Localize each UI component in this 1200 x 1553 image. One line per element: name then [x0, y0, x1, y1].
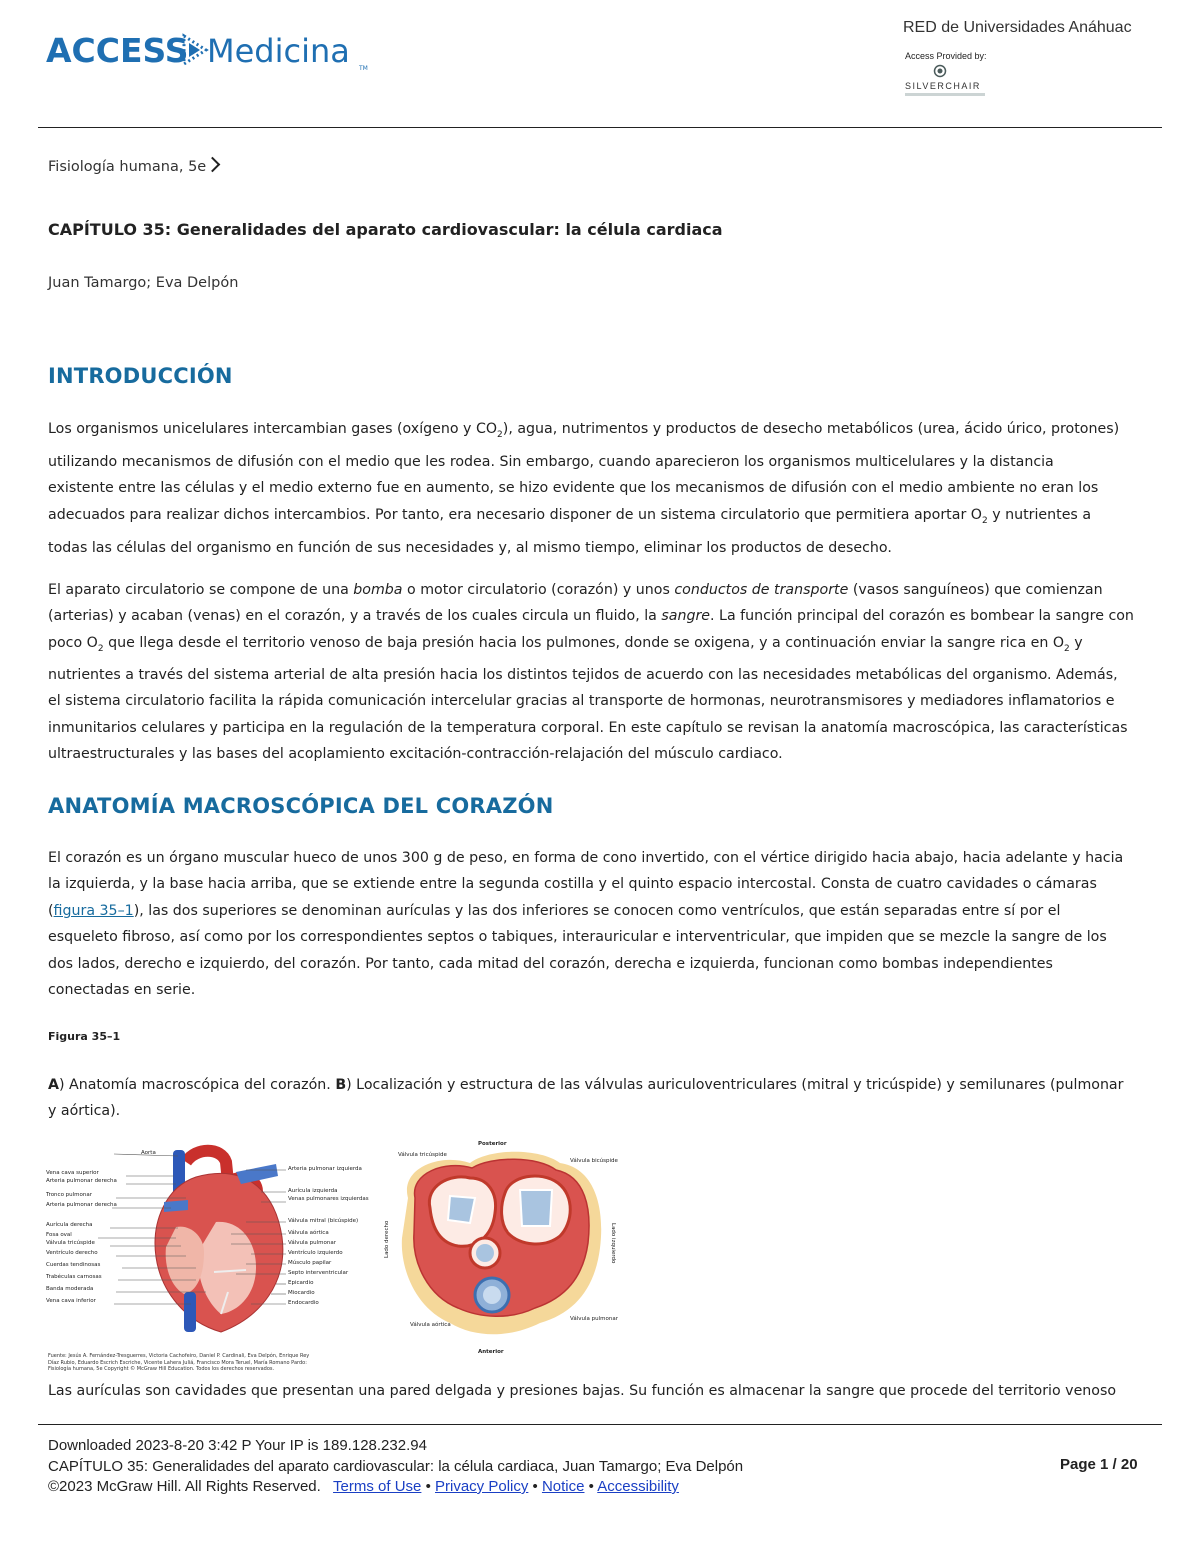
figure-a-label-left: Aurícula derecha [46, 1222, 93, 1228]
figure-a-label-right: Endocardio [288, 1300, 319, 1306]
figure-a-label-left: Banda moderada [46, 1286, 94, 1292]
chapter-title: CAPÍTULO 35: Generalidades del aparato cardiovascular: la célula cardiaca [48, 220, 723, 239]
label-aortic-valve: Válvula aórtica [410, 1322, 451, 1328]
label-tricuspid: Válvula tricúspide [398, 1152, 447, 1158]
figure-a-label-left: Válvula tricúspide [46, 1240, 95, 1246]
label-pulmonary-valve: Válvula pulmonar [570, 1316, 618, 1322]
terms-of-use-link[interactable]: Terms of Use [333, 1478, 422, 1495]
breadcrumb-book-link[interactable]: Fisiología humana, 5e [48, 159, 207, 175]
figure-a-label-right: Epicardio [288, 1280, 314, 1286]
label-posterior: Posterior [478, 1141, 507, 1147]
anatomia-paragraph-2: Las aurículas son cavidades que presentan una pared delgada y presiones bajas. Su función es almacenar la sangre que procede del territorio venoso [48, 1383, 1117, 1399]
silverchair-logo-text: SILVERCHAIR [905, 81, 981, 91]
figure-a-label-right: Válvula aórtica [288, 1230, 329, 1236]
heart-illustration [155, 1150, 283, 1332]
figure-a-label-left: Ventrículo derecho [46, 1250, 98, 1256]
figure-a-label-left: Tronco pulmonar [46, 1192, 93, 1198]
figure-a-label-right: Válvula mitral (bicúspide) [288, 1218, 359, 1224]
silverchair-logo-tagline [905, 93, 985, 96]
figure-source-credit: Fuente: Jesús A. Fernández-Tresguerres, Victoria Cachofeiro, Daniel P. Cardinali, Eva Delpón, Enrique Rey Díaz Rubio, Eduardo Escrich Escriche, Vicente Lahera Juliá, Francisco Mora Teruel, María Romano Pardo: Fisiología humana, 5e Copyright © McGraw Hill Education. Todos los derechos reservados. [48, 1353, 310, 1372]
figure-a-label-left: Cuerdas tendinosas [46, 1262, 101, 1268]
figure-a-label-right: Músculo papilar [288, 1260, 332, 1266]
copyright: ©2023 McGraw Hill. All Rights Reserved. [48, 1478, 321, 1495]
valves-illustration [402, 1152, 601, 1335]
figure-a-label-left: Trabéculas carnosas [46, 1274, 102, 1280]
figure-a-label-left: Arteria pulmonar derecha [46, 1178, 117, 1184]
figure-a-label-right: Miocardio [288, 1290, 315, 1296]
page-number: Page 1 / 20 [1060, 1456, 1138, 1473]
section-heading-introduccion: INTRODUCCIÓN [48, 364, 233, 388]
logo-tm: TM [359, 65, 368, 72]
figure-35-1-link[interactable]: figura 35–1 [53, 902, 134, 919]
silverchair-logo-icon [933, 64, 947, 78]
logo-medicina-text: Medicina [207, 32, 350, 70]
label-bicuspid: Válvula bicúspide [570, 1158, 618, 1164]
citation: CAPÍTULO 35: Generalidades del aparato cardiovascular: la célula cardiaca, Juan Tamargo; Eva Delpón [48, 1457, 744, 1475]
chevron-right-icon [205, 157, 221, 173]
accessmedicina-logo[interactable] [46, 28, 376, 74]
intro-paragraph-2: El aparato circulatorio se compone de una bomba o motor circulatorio (corazón) y unos conductos de transporte (vasos sanguíneos) que comienzan (arterias) y acaban (venas) en el corazón, y a través de los cuales circula un fluido, la sangre. La función principal del corazón es bombear la sangre con poco $O_2$ que llega desde el territorio venoso de baja presión hacia los pulmones, donde se oxigena, y a continuación enviar la sangre rica en $O_2$ y nutrientes a través del sistema arterial de alta presión hacia los distintos tejidos de acuerdo con las necesidades metabólicas del organismo. Además, el sistema circulatorio facilita la rápida comunicación intercelular gracias al transporte de hormonas, neurotransmisores y mediadores inflamatorios e inmunitarios celulares y participa en la regulación de la temperatura corporal. En este capítulo se revisan la anatomía macroscópica, las características ultraestructurales y las bases del acoplamiento excitación-contracción-relajación del músculo cardiaco. [48, 582, 1134, 763]
figure-a-label-left: Vena cava superior [46, 1170, 99, 1176]
footer-links-row: ©2023 McGraw Hill. All Rights Reserved. Terms of Use • Privacy Policy • Notice • Accessibility [48, 1478, 679, 1495]
institution-name: RED de Universidades Anáhuac [903, 19, 1132, 36]
section-heading-anatomia: ANATOMÍA MACROSCÓPICA DEL CORAZÓN [48, 794, 554, 818]
accessibility-link[interactable]: Accessibility [597, 1478, 679, 1495]
download-info: Downloaded 2023-8-20 3:42 P Your IP is 189.128.232.94 [48, 1437, 427, 1454]
figure-a-label-right: Septo interventricular [288, 1270, 349, 1276]
footer-divider [38, 1424, 1162, 1425]
intro-paragraph-1: Los organismos unicelulares intercambian gases (oxígeno y $CO_2$), agua, nutrimentos y productos de desecho metabólicos (urea, ácido úrico, protones) utilizando mecanismos de difusión con el medio que les rodea. Sin embargo, cuando aparecieron los organismos multicelulares y la distancia existente entre las células y el medio externo fue en aumento, se hizo evidente que los mecanismos de difusión con el medio ambiente no eran los adecuados para realizar dichos intercambios. Por tanto, era necesario disponer de un sistema circulatorio que permitiera aportar $O_2$ y nutrientes a todas las células del organismo en función de sus necesidades y, al mismo tiempo, eliminar los productos de desecho. [48, 421, 1120, 556]
logo-access-text: ACCESS [46, 31, 189, 70]
label-anterior: Anterior [478, 1349, 504, 1355]
chapter-authors: Juan Tamargo; Eva Delpón [48, 275, 239, 291]
figure-heart-anatomy[interactable] [46, 1142, 378, 1346]
figure-a-label-right: Válvula pulmonar [288, 1240, 336, 1246]
header-divider [38, 127, 1162, 128]
label-right-side: Lado derecho [384, 1220, 390, 1258]
access-provided-by-label: Access Provided by: [905, 51, 987, 61]
figure-a-label-right: Venas pulmonares izquierdas [288, 1196, 369, 1202]
figure-a-label-left: Arteria pulmonar derecha [46, 1202, 117, 1208]
figure-caption: A) Anatomía macroscópica del corazón. B) Localización y estructura de las válvulas auriculoventriculares (mitral y tricúspide) y semilunares (pulmonar y aórtica). [48, 1077, 1124, 1119]
notice-link[interactable]: Notice [541, 1478, 585, 1495]
figure-a-label-right: Aurícula izquierda [288, 1188, 338, 1194]
anatomia-paragraph-1: El corazón es un órgano muscular hueco de unos 300 g de peso, en forma de cono invertido, con el vértice dirigido hacia abajo, hacia adelante y hacia la izquierda, y la base hacia arriba, que se extiende entre la segunda costilla y el quinto espacio intercostal. Consta de cuatro cavidades o cámaras (figura 35–1), las dos superiores se denominan aurículas y las dos inferiores se conocen como ventrículos, que están separadas entre sí por el esqueleto fibroso, así como por los correspondientes septos o tabiques, interauricular e interventricular, que impiden que se mezcle la sangre de los dos lados, derecho e izquierdo, del corazón. Por tanto, cada mitad del corazón, derecha e izquierda, funcionan como bombas independientes conectadas en serie. [48, 850, 1124, 999]
figure-a-label-left: Fosa oval [46, 1232, 72, 1238]
figure-heart-valves[interactable] [380, 1138, 618, 1356]
figure-label: Figura 35–1 [48, 1030, 121, 1043]
figure-a-label-left: Vena cava inferior [46, 1298, 96, 1304]
breadcrumb[interactable] [48, 159, 218, 175]
label-left-side: Lado izquierdo [610, 1223, 616, 1264]
figure-a-label-right: Ventrículo izquierdo [288, 1250, 343, 1256]
privacy-policy-link[interactable]: Privacy Policy [435, 1478, 529, 1495]
figure-a-label-left: Aorta [141, 1150, 156, 1156]
page-footer [48, 1436, 743, 1498]
figure-a-label-right: Arteria pulmonar izquierda [288, 1166, 362, 1172]
